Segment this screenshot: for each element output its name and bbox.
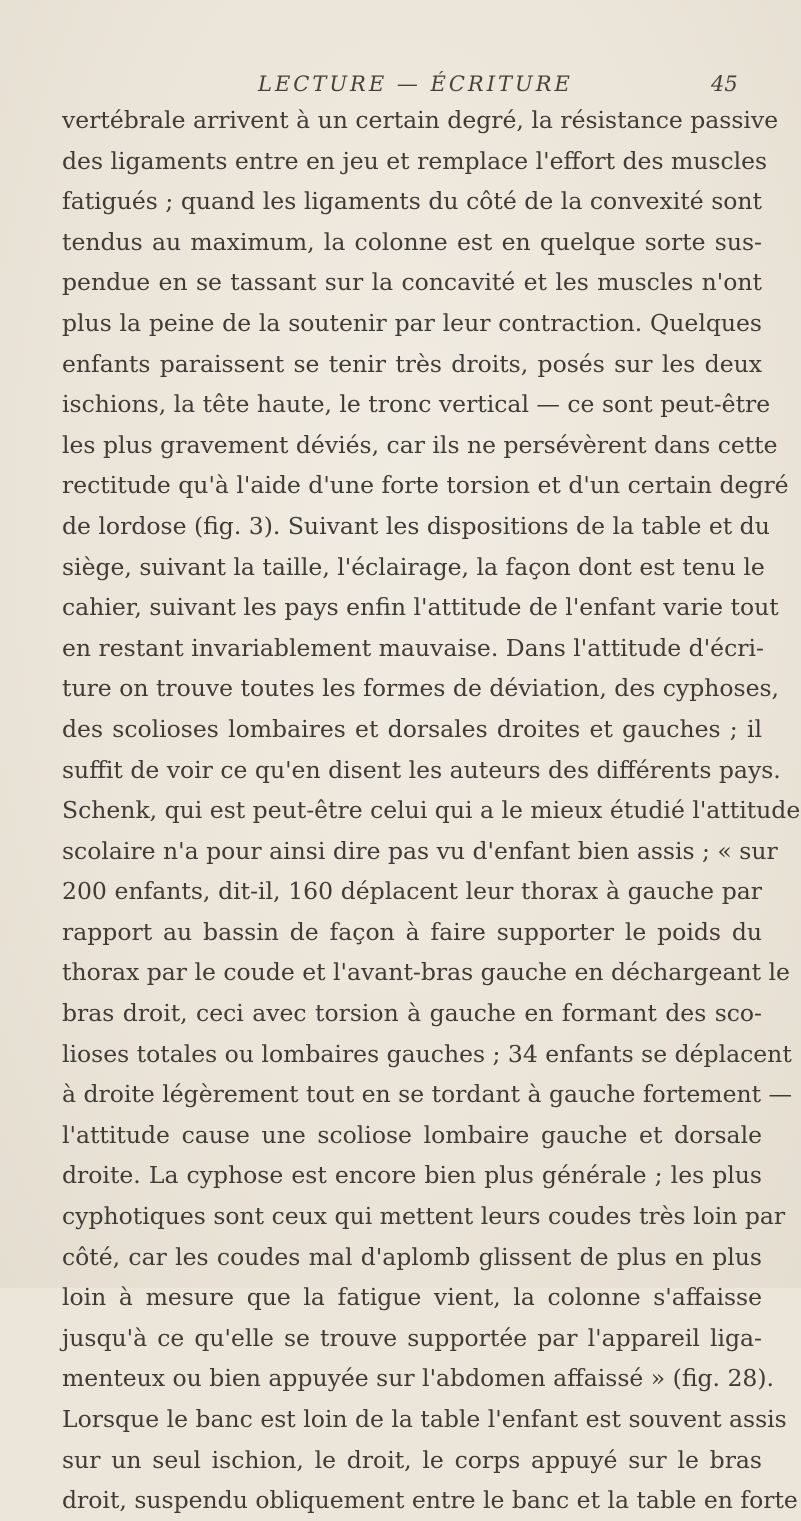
text-line: jusqu'à ce qu'elle se trouve supportée par l'appareil liga- bbox=[62, 1323, 762, 1352]
text-line: des ligaments entre en jeu et remplace l'effort des muscles bbox=[62, 146, 768, 175]
text-line: tendus au maximum, la colonne est en quelque sorte sus- bbox=[62, 227, 762, 256]
text-line: loin à mesure que la fatigue vient, la colonne s'affaisse bbox=[62, 1283, 762, 1312]
text-line: plus la peine de la soutenir par leur contraction. Quelques bbox=[62, 308, 762, 337]
text-line: suffit de voir ce qu'en disent les auteurs des différents pays. bbox=[62, 755, 781, 784]
text-line: menteux ou bien appuyée sur l'abdomen affaissé » (fig. 28). bbox=[62, 1364, 775, 1393]
text-line: scolaire n'a pour ainsi dire pas vu d'enfant bien assis ; « sur bbox=[62, 836, 778, 865]
text-line: des scolioses lombaires et dorsales droites et gauches ; il bbox=[62, 714, 762, 743]
text-line: Lorsque le banc est loin de la table l'enfant est souvent assis bbox=[62, 1405, 787, 1433]
text-line: en restant invariablement mauvaise. Dans l'attitude d'écri- bbox=[62, 633, 764, 662]
text-line: ture on trouve toutes les formes de déviation, des cyphoses, bbox=[62, 674, 780, 703]
text-line: cahier, suivant les pays enfin l'attitude de l'enfant varie tout bbox=[62, 593, 779, 622]
running-title: LECTURE — ÉCRITURE bbox=[258, 72, 573, 96]
body-text bbox=[62, 100, 801, 1521]
text-line: cyphotiques sont ceux qui mettent leurs coudes très loin par bbox=[62, 1202, 786, 1231]
page-number: 45 bbox=[711, 72, 738, 96]
text-line: les plus gravement déviés, car ils ne persévèrent dans cette bbox=[62, 430, 778, 459]
text-line: vertébrale arrivent à un certain degré, la résistance passive bbox=[62, 106, 779, 134]
text-line: siège, suivant la taille, l'éclairage, la façon dont est tenu le bbox=[62, 552, 765, 581]
text-line: Schenk, qui est peut-être celui qui a le mieux étudié l'attitude bbox=[62, 796, 801, 825]
text-line: côté, car les coudes mal d'aplomb glissent de plus en plus bbox=[62, 1242, 762, 1271]
text-line: à droite légèrement tout en se tordant à gauche fortement — bbox=[62, 1080, 793, 1109]
text-line: l'attitude cause une scoliose lombaire gauche et dorsale bbox=[62, 1120, 762, 1149]
text-line: de lordose (fig. 3). Suivant les dispositions de la table et du bbox=[62, 511, 770, 540]
running-head bbox=[0, 72, 801, 102]
text-line: sur un seul ischion, le droit, le corps appuyé sur le bras bbox=[62, 1445, 762, 1474]
text-line: lioses totales ou lombaires gauches ; 34 enfants se déplacent bbox=[62, 1039, 792, 1068]
text-line: fatigués ; quand les ligaments du côté de la convexité sont bbox=[62, 187, 762, 216]
text-line: thorax par le coude et l'avant-bras gauche en déchargeant le bbox=[62, 958, 790, 987]
text-line: pendue en se tassant sur la concavité et les muscles n'ont bbox=[62, 268, 762, 297]
text-line: rectitude qu'à l'aide d'une forte torsion et d'un certain degré bbox=[62, 471, 789, 500]
text-line: droite. La cyphose est encore bien plus générale ; les plus bbox=[62, 1161, 762, 1190]
text-line: enfants paraissent se tenir très droits, posés sur les deux bbox=[62, 349, 762, 378]
text-line: bras droit, ceci avec torsion à gauche en formant des sco- bbox=[62, 999, 762, 1028]
text-line: rapport au bassin de façon à faire supporter le poids du bbox=[62, 917, 762, 946]
text-line: droit, suspendu obliquement entre le banc et la table en forte bbox=[62, 1486, 798, 1515]
text-line: ischions, la tête haute, le tronc vertical — ce sont peut-être bbox=[62, 390, 771, 419]
text-line: 200 enfants, dit-il, 160 déplacent leur thorax à gauche par bbox=[62, 877, 762, 906]
